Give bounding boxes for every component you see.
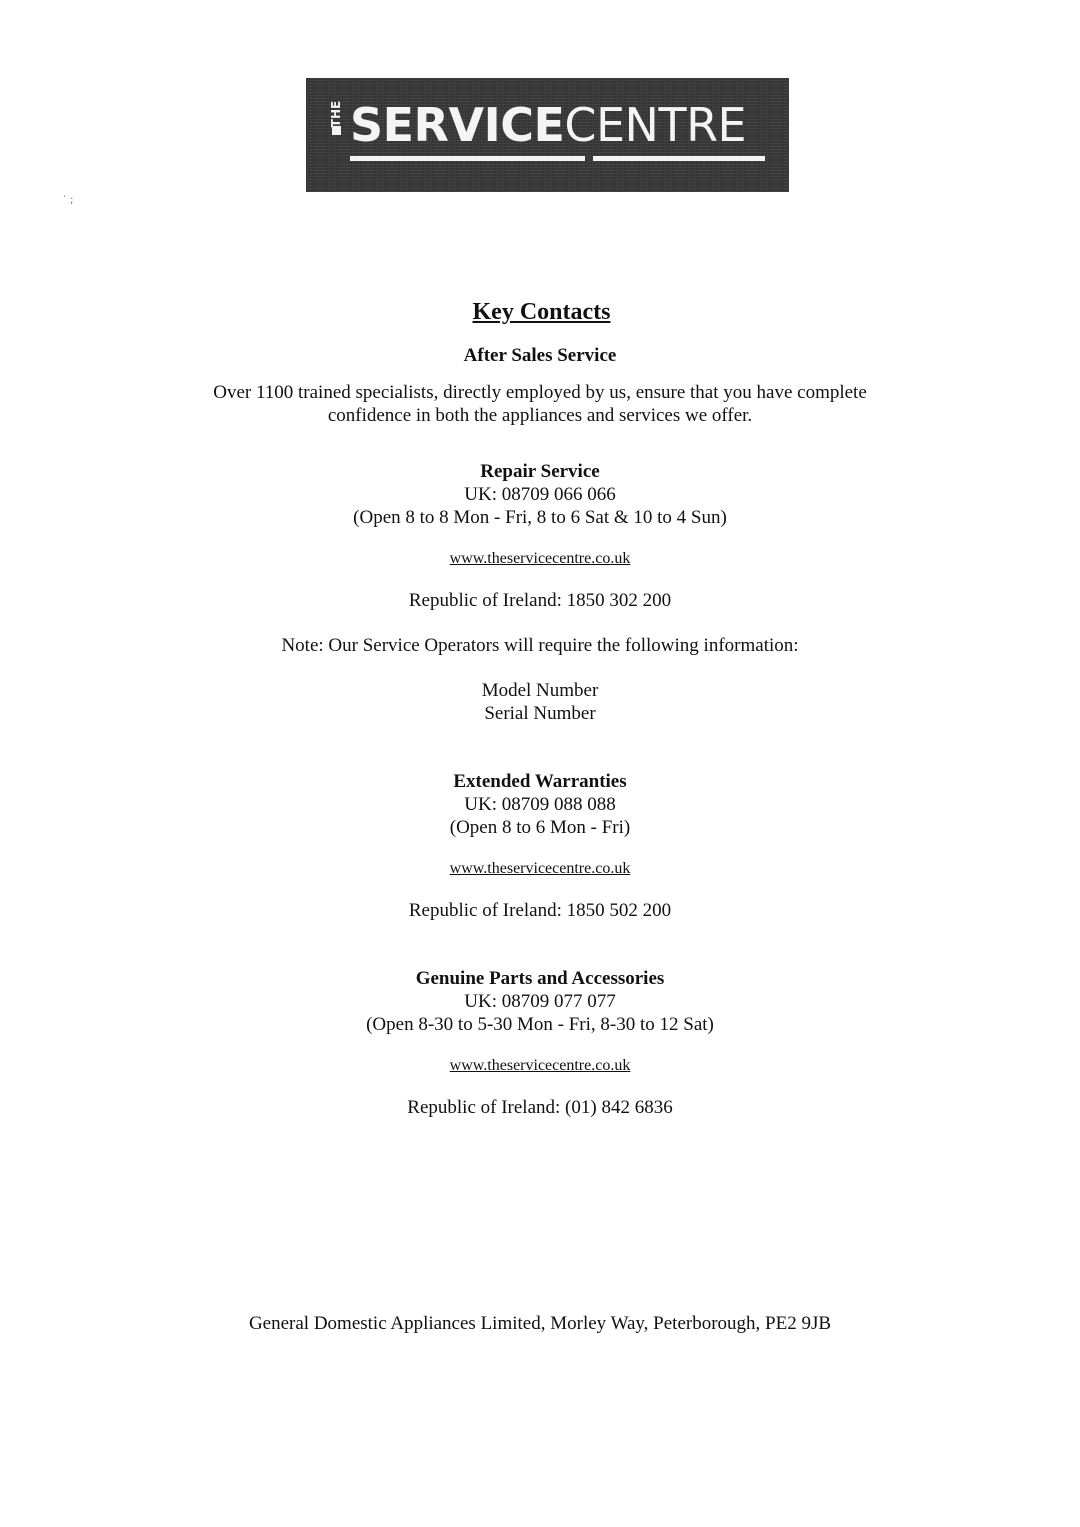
company-address-footer: General Domestic Appliances Limited, Morley Way, Peterborough, PE2 9JB <box>248 1313 832 1334</box>
required-info-serial-number: Serial Number <box>484 703 596 724</box>
parts-opening-hours: (Open 8-30 to 5-30 Mon - Fri, 8-30 to 12 Sat) <box>366 1014 714 1035</box>
note-text: Note: Our Service Operators will require the following information: <box>281 635 799 656</box>
after-sales-heading: After Sales Service <box>463 345 617 366</box>
warranties-opening-hours: (Open 8 to 6 Mon - Fri) <box>449 817 631 838</box>
page-title: Key Contacts <box>472 299 611 325</box>
logo-wordmark <box>350 100 746 150</box>
genuine-parts-section <box>0 967 1080 1119</box>
logo-the-text: THE <box>329 100 343 128</box>
logo-centre-text: CENTRE <box>564 98 747 152</box>
after-sales-intro <box>0 381 1080 427</box>
parts-website-link[interactable]: www.theservicecentre.co.uk <box>449 1057 631 1074</box>
required-info-list <box>0 679 1080 725</box>
note-section <box>0 634 1080 725</box>
repair-uk-phone: UK: 08709 066 066 <box>464 484 616 505</box>
logo-underline-left <box>350 156 585 161</box>
repair-website-link[interactable]: www.theservicecentre.co.uk <box>449 550 631 567</box>
genuine-parts-heading: Genuine Parts and Accessories <box>415 968 665 989</box>
warranties-roi-phone: Republic of Ireland: 1850 502 200 <box>408 900 672 921</box>
intro-line-2: confidence in both the appliances and services we offer. <box>327 405 753 426</box>
parts-roi-phone: Republic of Ireland: (01) 842 6836 <box>407 1097 673 1118</box>
repair-service-heading: Repair Service <box>480 461 600 482</box>
repair-roi-phone: Republic of Ireland: 1850 302 200 <box>408 590 672 611</box>
warranties-uk-phone: UK: 08709 088 088 <box>464 794 616 815</box>
logo-service-text: SERVICE <box>350 98 565 152</box>
logo-the-mark <box>328 100 344 168</box>
parts-uk-phone: UK: 08709 077 077 <box>464 991 616 1012</box>
logo-the-square <box>332 126 341 135</box>
required-info-model-number: Model Number <box>481 680 599 701</box>
extended-warranties-heading: Extended Warranties <box>453 771 627 792</box>
intro-line-1: Over 1100 trained specialists, directly employed by us, ensure that you have complete <box>213 382 867 403</box>
logo-underline-right <box>593 156 765 161</box>
scan-speck: ˙ ; <box>62 195 74 206</box>
extended-warranties-section <box>0 770 1080 922</box>
service-centre-logo <box>306 78 789 192</box>
after-sales-section <box>0 344 1080 427</box>
key-contacts-content <box>0 296 1080 1119</box>
warranties-website-link[interactable]: www.theservicecentre.co.uk <box>449 860 631 877</box>
repair-service-section <box>0 460 1080 612</box>
repair-opening-hours: (Open 8 to 8 Mon - Fri, 8 to 6 Sat & 10 to 4 Sun) <box>353 507 727 528</box>
